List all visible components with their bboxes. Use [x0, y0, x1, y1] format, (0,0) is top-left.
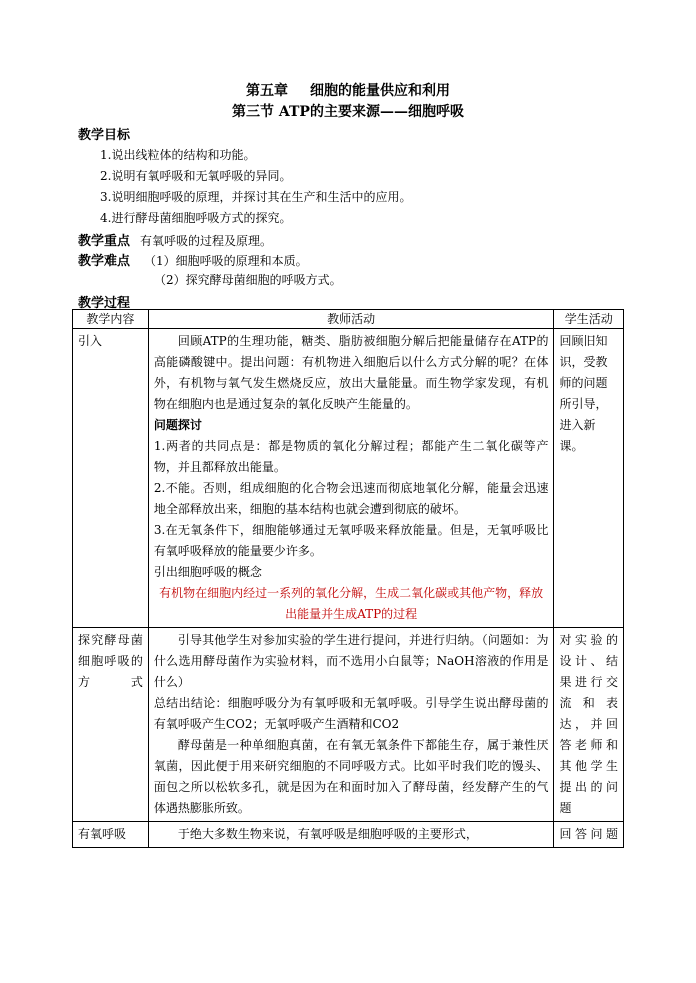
chapter-title: [0, 80, 696, 100]
teacher-paragraph: 于绝大多数生物来说，有氧呼吸是细胞呼吸的主要形式，: [177, 827, 478, 841]
teacher-paragraph: 引出细胞呼吸的概念: [153, 565, 262, 579]
teacher-cell: [148, 822, 554, 848]
column-header: 教学内容: [73, 310, 149, 329]
table-row: [73, 628, 624, 822]
table-row: [73, 329, 624, 628]
teacher-paragraph: 3.在无氧条件下，细胞能够通过无氧呼吸来释放能量。但是，无氧呼吸比有氧呼吸释放的能量要少许多。: [153, 523, 549, 558]
chapter-number: 第五章: [246, 83, 288, 99]
teacher-paragraph: 2.不能。否则，组成细胞的化合物会迅速而彻底地氧化分解，能量会迅速地全部释放出来，细胞的基本结构也就会遭到彻底的破坏。: [153, 481, 549, 516]
key-point-label: 教学重点: [78, 234, 131, 249]
difficulty: [78, 250, 308, 269]
teacher-cell: [148, 628, 554, 822]
teacher-paragraph: 引导其他学生对参加实验的学生进行提问，并进行归纳。（问题如：为什么选用酵母菌作为实验材料，而不选用小白鼠等；NaOH溶液的作用是什么）: [153, 633, 549, 689]
goals-heading: 教学目标: [78, 128, 131, 143]
column-header: 教师活动: [148, 310, 554, 329]
goal-item: 2.说明有氧呼吸和无氧呼吸的异同。: [100, 169, 292, 183]
content-cell: 有氧呼吸: [73, 822, 149, 848]
teacher-cell: [148, 329, 554, 628]
process-heading: 教学过程: [78, 296, 131, 311]
student-cell: 对实验的设计、结果进行交流和表达，并回答老师和其他学生提出的问题: [554, 628, 624, 822]
key-point: [78, 230, 272, 249]
student-cell: 回答问题: [554, 822, 624, 848]
table-header-row: [73, 310, 624, 329]
content-cell: 引入: [73, 329, 149, 628]
teacher-paragraph: 1.两者的共同点是：都是物质的氧化分解过程；都能产生二氧化碳等产物，并且都释放出能量。: [153, 439, 549, 474]
key-point-text: 有氧呼吸的过程及原理。: [140, 234, 273, 248]
section-title: 第三节 ATP的主要来源——细胞呼吸: [232, 104, 464, 120]
chapter-name: 细胞的能量供应和利用: [310, 83, 450, 99]
column-header: 学生活动: [554, 310, 624, 329]
subheading: 问题探讨: [153, 418, 202, 432]
goal-item: 4.进行酵母菌细胞呼吸方式的探究。: [100, 211, 292, 225]
goal-item: 3.说明细胞呼吸的原理，并探讨其在生产和生活中的应用。: [100, 190, 412, 204]
teacher-paragraph: 总结出结论：细胞呼吸分为有氧呼吸和无氧呼吸。引导学生说出酵母菌的有氧呼吸产生CO2；无氧呼吸产生酒精和CO2: [153, 696, 549, 731]
table-row: [73, 822, 624, 848]
teacher-paragraph: 酵母菌是一种单细胞真菌，在有氧无氧条件下都能生存，属于兼性厌氧菌，因此便于用来研究细胞的不同呼吸方式。比如平时我们吃的馒头、面包之所以松软多孔，就是因为在和面时加入了酵母菌，经发酵产生的气体遇热膨胀所致。: [153, 738, 549, 815]
difficulty-item: （1）细胞呼吸的原理和本质。: [144, 254, 308, 268]
definition-text: 有机物在细胞内经过一系列的氧化分解，生成二氧化碳或其他产物，释放出能量并生成ATP的过程: [159, 586, 544, 621]
student-cell: 回顾旧知识，受教师的问题所引导，进入新课。: [554, 329, 624, 628]
teacher-paragraph: 回顾ATP的生理功能，糖类、脂肪被细胞分解后把能量储存在ATP的高能磷酸键中。提出问题：有机物进入细胞后以什么方式分解的呢？在体外，有机物与氧气发生燃烧反应，放出大量能量。而生物学家发现，有机物在细胞内也是通过复杂的氧化反映产生能量的。: [153, 334, 549, 411]
goal-item: 1.说出线粒体的结构和功能。: [100, 148, 256, 162]
difficulty-label: 教学难点: [78, 254, 131, 269]
lesson-table: [72, 309, 624, 848]
content-cell: 探究酵母菌细胞呼吸的方式: [73, 628, 149, 822]
difficulty-item: （2）探究酵母菌细胞的呼吸方式。: [154, 273, 342, 287]
